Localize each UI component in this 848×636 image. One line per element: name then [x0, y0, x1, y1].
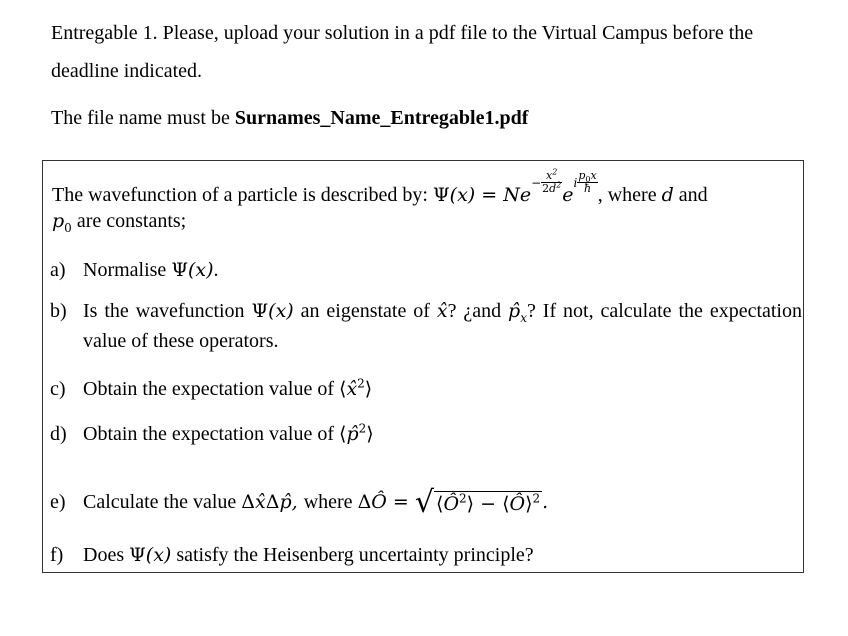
- item-c-text-body: Obtain the expectation value of: [83, 378, 340, 400]
- item-f-text-a: Does: [83, 544, 130, 566]
- item-b-text-a: Is the wavefunction: [83, 300, 252, 322]
- item-b-text-d: ? If not, calculate the expectation value of these operators.: [83, 300, 802, 352]
- item-a-text: Normalise Ψ(x).: [83, 259, 219, 281]
- item-c-text: [83, 377, 802, 401]
- problem-box: [42, 160, 804, 573]
- intro-line-1: Entregable 1. Please, upload your solution in a pdf file to the Virtual Campus before the: [51, 22, 754, 44]
- wavefunction-formula: Ψ(x) = Ne− $\frac{x^2}{2d^2}$ ei $\frac{p_0x}{ħ}$: [432, 166, 597, 206]
- problem-intro-text: The wavefunction of a particle is described by:: [52, 184, 433, 206]
- psi-of-x: Ψ(x): [251, 300, 294, 322]
- uncertainty-formula: Δx̂Δp̂, where ΔÔ = √ $⟨Ô^2⟩$ − ⟨Ô⟩$^2$ .: [241, 484, 549, 520]
- psi-of-x: Ψ(x): [129, 544, 172, 566]
- x-hat-operator: x̂: [436, 300, 448, 322]
- item-d-text: [83, 422, 802, 446]
- problem-intro-where: , where: [597, 184, 662, 206]
- item-f-text: [83, 543, 802, 567]
- item-b-text-b: an eigenstate of: [293, 300, 437, 322]
- item-d-text-body: Obtain the expectation value of: [83, 423, 340, 445]
- item-b-label: b): [50, 300, 67, 322]
- problem-intro-line-2: [52, 209, 186, 233]
- item-f-text-b: satisfy the Heisenberg uncertainty principle?: [171, 544, 534, 566]
- item-b-text: [83, 296, 802, 356]
- px-hat-operator: $p̂_x$: [508, 300, 527, 325]
- symbol-p0: $p_0$: [52, 210, 72, 235]
- psi-of-x: Ψ(x): [171, 259, 214, 281]
- symbol-d: d: [661, 184, 674, 206]
- problem-intro-and: and: [673, 184, 708, 206]
- filename-value: Surnames_Name_Entregable1.pdf: [234, 107, 529, 129]
- expectation-x2: ⟨x̂$^2$⟩: [339, 376, 373, 400]
- problem-intro-line-1: [52, 166, 708, 209]
- item-f-label: f): [50, 544, 64, 566]
- problem-intro-line2: are constants;: [71, 210, 187, 232]
- item-c-label: c): [50, 378, 66, 400]
- item-a-text-body: Normalise: [83, 259, 172, 281]
- expectation-p2: ⟨p̂$^2$⟩: [339, 421, 374, 445]
- filename-prefix: The file name must be: [51, 107, 235, 129]
- intro-line-2: deadline indicated.: [51, 60, 203, 82]
- item-b-text-c: ? ¿and: [447, 300, 509, 322]
- item-a-label: a): [50, 259, 66, 281]
- item-e-text-body: Calculate the value: [83, 491, 242, 513]
- item-e-label: e): [50, 491, 66, 513]
- item-d-label: d): [50, 423, 67, 445]
- intro-paragraph: [51, 14, 811, 90]
- filename-instruction: [51, 99, 811, 137]
- item-e-text: [83, 484, 802, 520]
